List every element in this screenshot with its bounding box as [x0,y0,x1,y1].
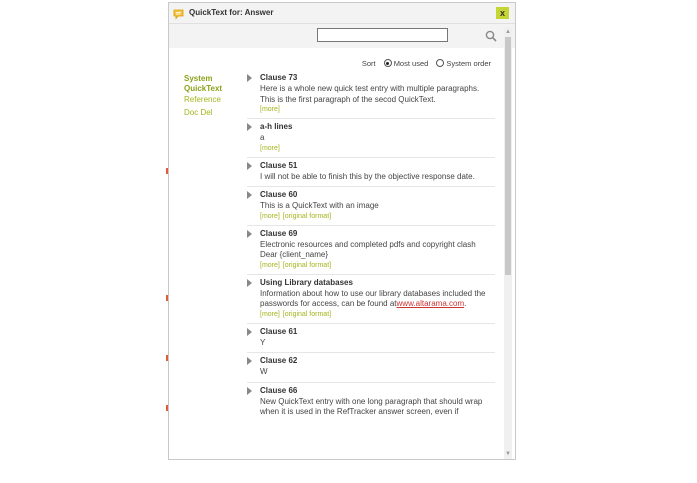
entry-title[interactable]: Clause 61 [260,326,298,336]
more-link[interactable]: [more] [260,310,280,318]
expand-arrow-icon[interactable] [247,387,252,395]
search-input[interactable] [317,28,448,42]
list-item [247,161,495,188]
list-item [247,190,495,226]
entry-title[interactable]: Clause 66 [260,385,298,395]
entry-body-text: Information about how to use our library databases included the passwords for access, can be found at [260,288,486,308]
list-item [247,73,495,119]
entry-body: This is a QuickText with an image [260,201,379,210]
entry-links [260,261,495,274]
expand-arrow-icon[interactable] [247,328,252,336]
entry-title[interactable]: a-h lines [260,122,293,131]
entry-title[interactable]: Clause 60 [260,190,298,199]
original-format-link[interactable]: [original format] [282,310,332,318]
entry-body: I will not be able to finish this by the objective response date. [260,171,475,181]
close-button[interactable]: x [496,7,509,19]
expand-arrow-icon[interactable] [247,123,252,131]
entry-body: Here is a whole new quick test entry with multiple paragraphs. This is the first paragraph of the secod QuickText. [260,84,480,104]
entry-body: New QuickText entry with one long paragraph that should wrap when it is used in the RefTracker answer screen, even if [260,396,483,416]
expand-arrow-icon[interactable] [247,162,252,170]
search-icon[interactable] [485,29,497,47]
nav-item-label: QuickText [184,84,223,93]
entry-title[interactable]: Clause 73 [260,73,298,82]
entry-links [260,212,495,225]
entry-body: a [260,133,265,142]
entry-title[interactable]: Clause 62 [260,356,298,365]
expand-arrow-icon[interactable] [247,230,252,238]
more-link[interactable]: [more] [260,144,280,152]
nav-item-label: System [184,74,213,83]
list-item [247,356,495,383]
dialog-title: QuickText for: Answer [189,8,274,17]
speech-bubble-icon [173,7,184,25]
entry-links [260,310,495,323]
entry-body [260,289,495,310]
entry-body: W [260,367,268,376]
sort-most-used-radio[interactable] [384,59,392,67]
expand-arrow-icon[interactable] [247,191,252,199]
website-link[interactable]: www.altarama.com [396,299,465,308]
list-item [247,386,495,418]
vertical-scrollbar[interactable] [504,27,512,459]
entry-links [260,144,495,157]
search-bar [169,24,515,48]
list-item [247,278,495,324]
list-item [247,122,495,158]
expand-arrow-icon[interactable] [247,357,252,365]
list-item [247,327,495,354]
nav-item-system-quicktext[interactable] [184,74,244,94]
content-area [173,48,499,460]
more-link[interactable]: [more] [260,106,280,113]
scroll-up-icon[interactable]: ▲ [505,29,511,35]
entry-links [260,105,495,118]
sort-most-used-label[interactable]: Most used [393,59,429,68]
sort-controls [362,59,495,68]
more-link[interactable]: [more] [260,212,280,220]
expand-arrow-icon[interactable] [247,279,252,287]
nav-item-reference[interactable]: Reference [184,95,221,104]
expand-arrow-icon[interactable] [247,74,252,82]
more-link[interactable]: [more] [260,261,280,269]
entry-title[interactable]: Clause 69 [260,228,298,238]
nav-item-doc-del[interactable]: Doc Del [184,108,213,117]
original-format-link[interactable]: [original format] [282,261,332,269]
entry-title[interactable]: Using Library databases [260,277,353,287]
quicktext-list [247,73,495,421]
entry-body-text: . [464,299,467,308]
entry-body: Y [260,337,266,347]
sort-system-order-radio[interactable] [436,59,444,67]
category-nav [184,74,244,121]
sort-system-order-label[interactable]: System order [446,59,491,68]
quicktext-dialog [168,2,516,460]
title-bar[interactable] [169,3,515,24]
scrollbar-thumb[interactable] [505,37,511,275]
scroll-down-icon[interactable]: ▼ [505,451,511,457]
sort-label: Sort [361,59,376,68]
entry-title[interactable]: Clause 51 [260,160,298,170]
list-item [247,229,495,275]
original-format-link[interactable]: [original format] [282,212,332,220]
entry-body: Electronic resources and completed pdfs and copyright clash Dear {client_name} [260,239,476,259]
